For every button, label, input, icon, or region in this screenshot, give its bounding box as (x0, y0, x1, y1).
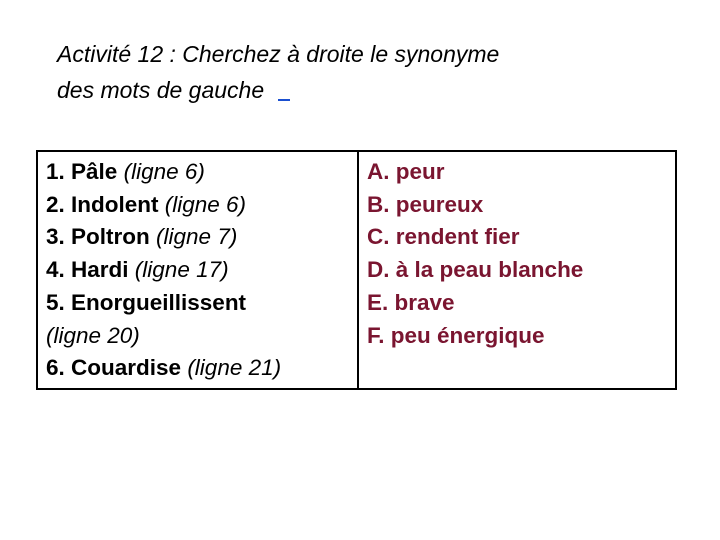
synonym-e: E. brave (367, 289, 455, 315)
synonym-table (36, 150, 677, 390)
words-column (38, 152, 359, 388)
activity-title (57, 36, 677, 108)
line-reference: (ligne 6) (164, 191, 247, 217)
word-row-5-ref (46, 320, 357, 353)
synonyms-column (359, 152, 675, 388)
word-row-2 (46, 189, 357, 222)
hyperlink-underline[interactable] (278, 79, 290, 101)
title-line-2-text: des mots de gauche (57, 77, 265, 103)
word-row-1 (46, 156, 357, 189)
word-label: 1. Pâle (46, 159, 118, 184)
word-label: 2. Indolent (46, 191, 159, 217)
word-row-6 (46, 352, 357, 385)
line-reference: (ligne 7) (156, 224, 238, 250)
synonym-f: F. peu énergique (367, 322, 545, 348)
word-label: 3. Poltron (46, 224, 150, 250)
line-reference: (ligne 20) (46, 322, 140, 348)
line-reference: (ligne 6) (123, 159, 205, 184)
synonym-a: A. peur (367, 159, 445, 184)
word-row-4 (46, 254, 357, 287)
synonym-b: B. peureux (367, 191, 484, 217)
synonym-d: D. à la peau blanche (367, 257, 584, 283)
word-label: 6. Couardise (46, 355, 182, 381)
title-line-2 (57, 72, 677, 108)
title-line-1: Activité 12 : Cherchez à droite le synonyme (57, 41, 500, 67)
word-row-3 (46, 221, 357, 254)
word-label: 4. Hardi (46, 257, 129, 283)
line-reference: (ligne 17) (134, 257, 229, 283)
word-row-5 (46, 287, 357, 320)
word-label: 5. Enorgueillissent (46, 289, 247, 315)
synonym-c: C. rendent fier (367, 224, 520, 250)
line-reference: (ligne 21) (187, 355, 282, 381)
